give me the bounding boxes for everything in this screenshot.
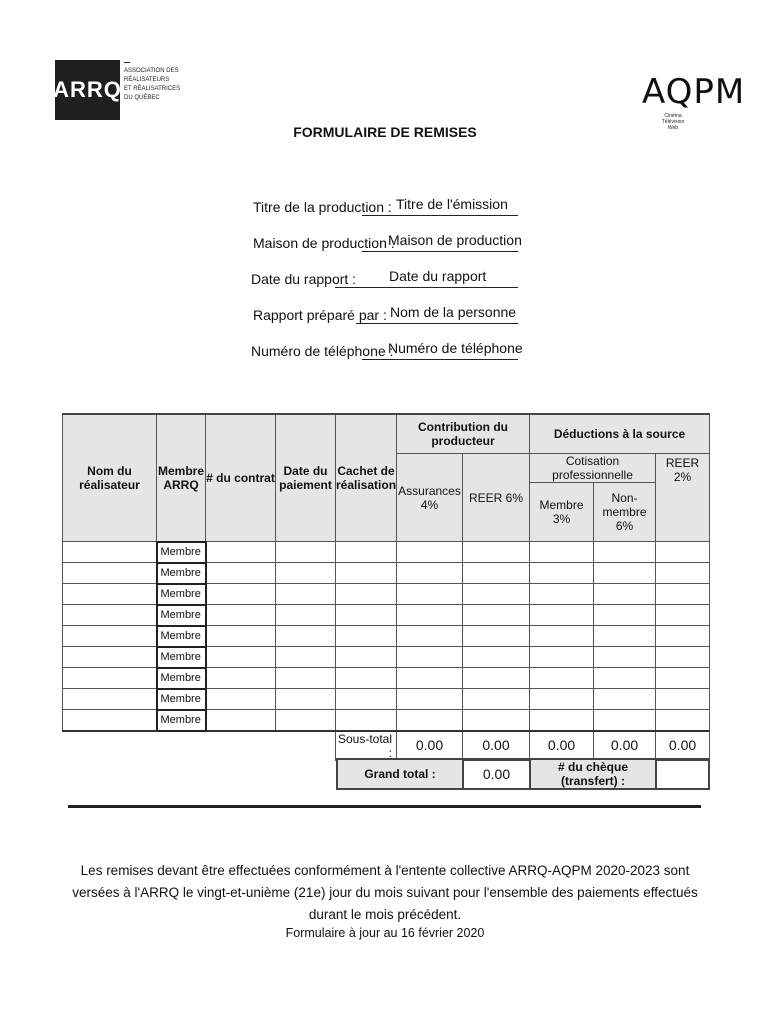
table-cell[interactable] [656,605,710,626]
table-row [63,563,710,584]
arrq-subtitle-line: DU QUÉBEC [124,95,160,101]
table-cell[interactable] [530,563,594,584]
table-cell[interactable] [656,710,710,731]
table-cell[interactable] [397,668,463,689]
table-cell[interactable] [463,542,530,563]
table-cell[interactable] [336,626,397,647]
col-header-membre: Membre ARRQ [157,414,206,542]
table-cell[interactable] [276,584,336,605]
field-value: Numéro de téléphone [388,340,523,356]
table-cell[interactable] [463,710,530,731]
table-cell[interactable] [530,710,594,731]
phone-field [251,340,523,359]
table-row [63,605,710,626]
table-cell[interactable] [206,584,276,605]
table-cell[interactable] [594,689,656,710]
table-cell[interactable] [594,626,656,647]
table-cell[interactable] [336,563,397,584]
table-cell[interactable] [656,647,710,668]
col-header-contrat: # du contrat [206,414,276,542]
membre-cell[interactable]: Membre [157,626,206,647]
col-header-assurances: Assurances 4% [397,454,463,542]
cheque-label: # du chèque (transfert) : [530,759,656,789]
field-value: Nom de la personne [390,304,517,320]
production-title-field [253,196,508,215]
table-cell[interactable] [336,605,397,626]
table-row [63,584,710,605]
col-header-date: Date du paiement [276,414,336,542]
col-header-reer6: REER 6% [463,454,530,542]
table-cell[interactable] [336,647,397,668]
aqpm-subtitle-line: Télévision [661,119,685,125]
table-cell[interactable] [463,563,530,584]
table-row [63,689,710,710]
table-cell[interactable] [63,542,157,563]
table-row [63,626,710,647]
table-cell[interactable] [463,626,530,647]
table-cell[interactable] [206,563,276,584]
field-value: Titre de l'émission [396,196,508,212]
phone-input[interactable] [362,340,523,360]
remittance-notice: Les remises devant être effectuées conformément à l'entente collective ARRQ-AQPM 2020-2023 sont versées à l'ARRQ le vingt-et-unième (21e) jour du mois suivant pour l'ensemble des paiements effectués durant le mois précédent. [72,863,698,922]
table-cell[interactable] [530,689,594,710]
prepared-by-field [253,304,517,323]
aqpm-logo: AQPM [642,72,746,112]
table-cell[interactable] [530,668,594,689]
table-cell[interactable] [336,668,397,689]
table-cell[interactable] [463,668,530,689]
table-cell[interactable] [656,542,710,563]
table-cell[interactable] [594,605,656,626]
table-cell[interactable] [656,584,710,605]
table-cell[interactable] [63,710,157,731]
table-cell[interactable] [397,542,463,563]
membre-cell[interactable]: Membre [157,605,206,626]
table-cell[interactable] [463,605,530,626]
table-cell[interactable] [656,668,710,689]
prepared-by-input[interactable] [356,304,518,324]
table-cell[interactable] [656,689,710,710]
table-cell[interactable] [63,647,157,668]
arrq-logo-name: ARRQ [53,77,122,102]
arrq-subtitle-line: ASSOCIATION DES [124,68,179,74]
col-header-deductions: Déductions à la source [530,414,710,454]
table-cell[interactable] [530,626,594,647]
table-cell[interactable] [463,584,530,605]
grand-total-label: Grand total : [337,759,463,789]
table-cell[interactable] [397,689,463,710]
table-cell[interactable] [206,647,276,668]
arrq-logo [55,60,120,120]
arrq-subtitle-line: ET RÉALISATRICES [124,86,181,92]
col-header-cachet: Cachet de réalisation [336,414,397,542]
field-value: Maison de production [388,232,522,248]
table-cell[interactable] [530,605,594,626]
subtotal-membre: 0.00 [530,731,594,761]
table-cell[interactable] [336,542,397,563]
field-label: Date du rapport : [251,271,357,287]
field-label: Titre de la production : [253,199,392,215]
form-updated-date: Formulaire à jour au 16 février 2020 [285,926,485,940]
table-cell[interactable] [276,563,336,584]
table-cell[interactable] [63,689,157,710]
membre-cell[interactable]: Membre [157,668,206,689]
table-cell[interactable] [463,689,530,710]
table-cell[interactable] [63,668,157,689]
table-cell[interactable] [63,563,157,584]
membre-cell[interactable]: Membre [157,647,206,668]
table-cell[interactable] [397,563,463,584]
table-cell[interactable] [276,647,336,668]
table-cell[interactable] [397,605,463,626]
membre-cell[interactable]: Membre [157,563,206,584]
divider [68,805,701,808]
col-header-contribution: Contribution du producteur [397,414,530,454]
col-header-nom: Nom du réalisateur [63,414,157,542]
table-cell[interactable] [397,626,463,647]
subtotal-reer6: 0.00 [463,731,530,761]
arrq-subtitle-line: RÉALISATEURS [124,77,170,83]
table-cell[interactable] [276,626,336,647]
table-cell[interactable] [206,542,276,563]
table-cell[interactable] [276,689,336,710]
subtotal-reer2: 0.00 [656,731,710,761]
col-header-nonmembre: Non-membre 6% [594,483,656,542]
page-title: FORMULAIRE DE REMISES [293,124,477,140]
table-cell[interactable] [594,584,656,605]
field-label: Maison de production : [253,235,395,251]
subtotal-assurances: 0.00 [397,731,463,761]
table-cell[interactable] [530,584,594,605]
aqpm-subtitle-line: Cinéma [664,113,682,119]
table-cell[interactable] [336,689,397,710]
table-cell[interactable] [463,647,530,668]
arrq-logo-subtitle [124,62,184,103]
table-cell[interactable] [206,689,276,710]
table-cell[interactable] [206,668,276,689]
table-cell[interactable] [594,542,656,563]
table-cell[interactable] [594,668,656,689]
table-cell[interactable] [276,668,336,689]
production-house-field [253,232,522,251]
table-cell[interactable] [276,605,336,626]
divider [124,62,130,63]
membre-cell[interactable]: Membre [157,710,206,731]
grand-total-value: 0.00 [463,759,530,789]
table-cell[interactable] [594,563,656,584]
production-house-input[interactable] [362,232,522,252]
membre-cell[interactable]: Membre [157,542,206,563]
table-cell[interactable] [336,710,397,731]
report-date-field [251,268,487,287]
table-cell[interactable] [206,626,276,647]
table-cell[interactable] [206,605,276,626]
table-cell[interactable] [397,710,463,731]
production-title-input[interactable] [362,196,518,216]
table-row [63,647,710,668]
table-cell[interactable] [336,584,397,605]
table-cell[interactable] [397,647,463,668]
aqpm-subtitle-line: Web [667,125,679,131]
field-label: Numéro de téléphone : [251,343,394,359]
table-cell[interactable] [656,626,710,647]
table-row [63,668,710,689]
report-date-input[interactable] [335,268,518,288]
table-cell[interactable] [276,542,336,563]
table-cell[interactable] [63,584,157,605]
table-cell[interactable] [206,710,276,731]
remittance-table [62,413,710,761]
table-cell[interactable] [276,710,336,731]
table-cell[interactable] [397,584,463,605]
col-header-membre3: Membre 3% [530,483,594,542]
table-cell[interactable] [63,626,157,647]
grand-total-table [336,758,710,790]
membre-cell[interactable]: Membre [157,689,206,710]
field-label: Rapport préparé par : [253,307,387,323]
table-row [63,542,710,563]
cheque-input[interactable] [656,759,709,789]
subtotal-nonmembre: 0.00 [594,731,656,761]
table-cell[interactable] [63,605,157,626]
table-cell[interactable] [594,647,656,668]
table-cell[interactable] [594,710,656,731]
table-cell[interactable] [530,647,594,668]
col-header-cotisation: Cotisation professionnelle [530,454,656,483]
col-header-reer2: REER 2% [656,454,710,542]
field-value: Date du rapport [389,268,487,284]
table-cell[interactable] [530,542,594,563]
table-row [63,710,710,731]
subtotal-label: Sous-total : [336,731,397,761]
table-cell[interactable] [656,563,710,584]
membre-cell[interactable]: Membre [157,584,206,605]
